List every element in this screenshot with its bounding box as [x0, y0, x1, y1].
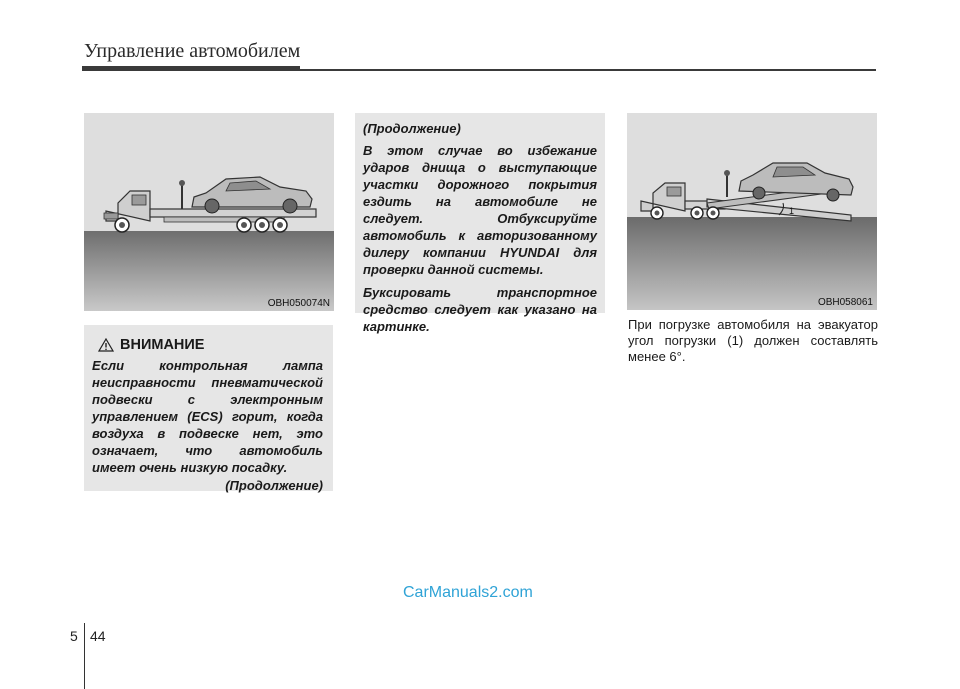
section-number: 5 [70, 628, 78, 644]
figure-caption: OBH058061 [817, 297, 873, 308]
warning-heading [98, 337, 323, 353]
continuation-paragraph-1: В этом случае во избежание ударов днища о выступающие участки дорожного покрытия ездить на автомобиле не следует. Отбуксируйте автомобиль к авторизованному дилеру компании HYUNDAI для проверки данной системы. [363, 143, 597, 277]
warning-continued: (Продолжение) [225, 478, 323, 493]
continuation-box [355, 113, 605, 334]
watermark-link[interactable]: CarManuals2.com [403, 584, 533, 601]
warning-heading-text: ВНИМАНИЕ [120, 337, 205, 353]
loading-angle-text: При погрузке автомобиля на эвакуатор угол погрузки (1) должен составлять менее 6°. [628, 317, 878, 364]
continuation-label: (Продолжение) [363, 121, 461, 136]
page-number: 44 [90, 628, 106, 644]
loading-angle-figure [627, 113, 877, 310]
header-rule-thick [82, 66, 300, 71]
flatbed-truck-figure [84, 113, 334, 311]
warning-box [84, 325, 333, 491]
warning-body: Если контрольная лампа неисправности пневматической подвески с электронным управлением (ECS) горит, когда воздуха в подвеске нет, это означает, что автомобиль имеет очень низкую посадку. [92, 358, 323, 475]
angle-label: 1 [789, 206, 795, 216]
figure-caption: OBH050074N [267, 298, 330, 309]
header-rule-thin [300, 69, 876, 71]
footer-rule [84, 623, 85, 689]
warning-triangle-icon [98, 338, 114, 352]
continuation-paragraph-2: Буксировать транспортное средство следует как указано на картинке. [363, 285, 597, 334]
page-header-title: Управление автомобилем [84, 40, 301, 62]
